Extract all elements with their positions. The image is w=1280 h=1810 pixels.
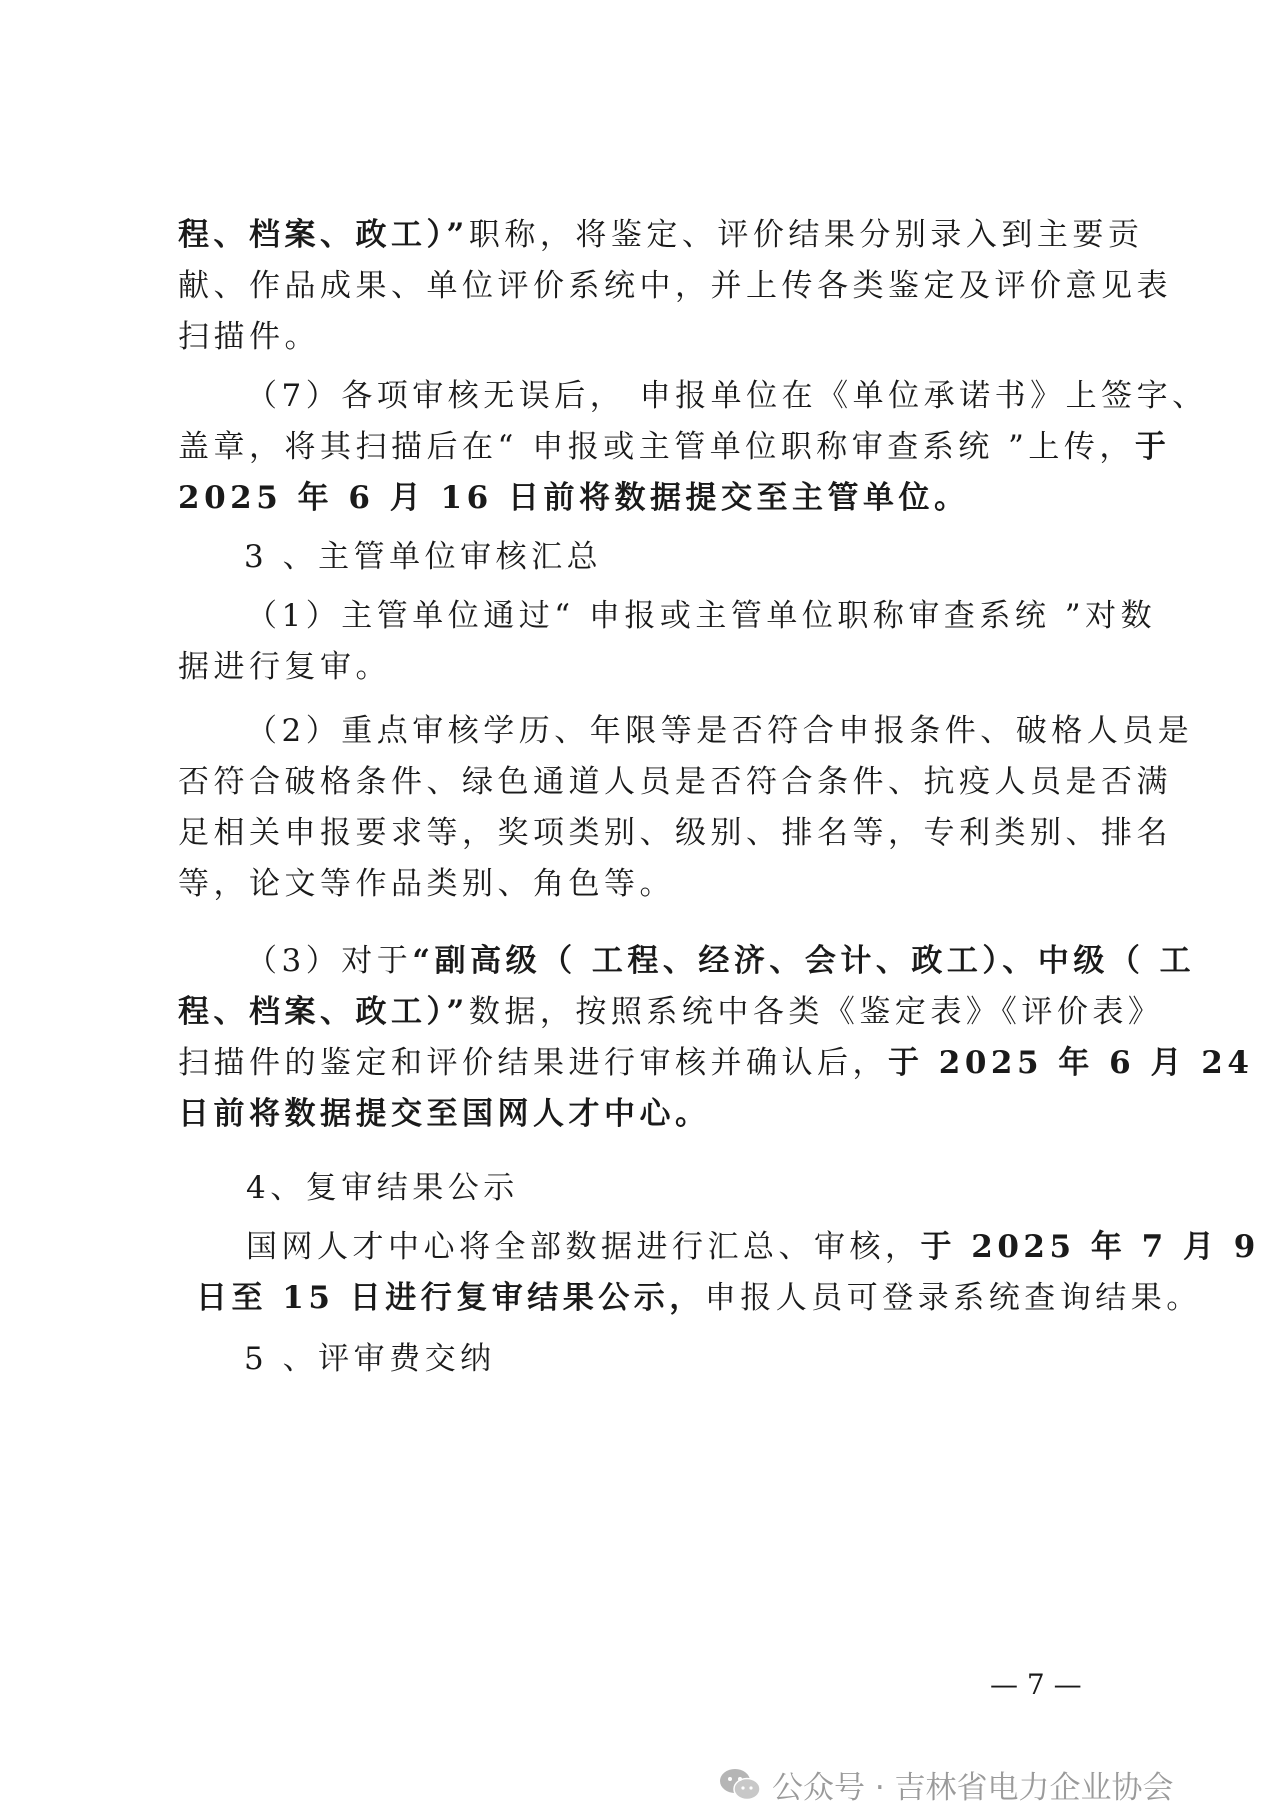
body-text: 职称，将鉴定、评价结果分别录入到主要贡: [468, 217, 1144, 253]
paragraph-line: [246, 938, 1195, 984]
paragraph-line: [178, 989, 1163, 1035]
paragraph-line: [178, 424, 1170, 470]
bold-text: 于 2025 年 6 月 24: [888, 1045, 1254, 1081]
body-text: 扫描件的鉴定和评价结果进行审核并确认后，: [178, 1045, 888, 1081]
bold-text: 程、档案、政工）”: [178, 217, 469, 253]
body-text: 国网人才中心将全部数据进行汇总、审核，: [246, 1229, 921, 1265]
body-text: 申报人员可登录系统查询结果。: [704, 1280, 1202, 1316]
paragraph-line: 日前将数据提交至国网人才中心。: [178, 1096, 711, 1132]
paragraph-line: 献、作品成果、单位评价系统中，并上传各类鉴定及评价意见表: [178, 268, 1172, 304]
section-heading: 3 、主管单位审核汇总: [244, 539, 603, 575]
paragraph-line: 等，论文等作品类别、角色等。: [178, 866, 675, 902]
paragraph-line: 2025 年 6 月 16 日前将数据提交至主管单位。: [178, 480, 970, 516]
body-text: 盖章，将其扫描后在“ 申报或主管单位职称审查系统 ”上传，: [178, 429, 1135, 465]
body-text: （3）对于: [246, 943, 413, 979]
bold-text: 于 2025 年 7 月 9: [920, 1229, 1260, 1265]
paragraph-line: [178, 212, 1143, 258]
bold-text: 日至 15 日进行复审结果公示，: [196, 1280, 705, 1316]
paragraph-line: （2）重点审核学历、年限等是否符合申报条件、破格人员是: [246, 713, 1194, 749]
page-number: — 7 —: [990, 1668, 1082, 1701]
watermark-text: 公众号 · 吉林省电力企业协会: [772, 1770, 1174, 1806]
paragraph-line: 足相关申报要求等，奖项类别、级别、排名等，专利类别、排名: [178, 815, 1172, 851]
paragraph-line: 否符合破格条件、绿色通道人员是否符合条件、抗疫人员是否满: [178, 764, 1172, 800]
paragraph-line: [178, 1040, 1253, 1086]
paragraph-line: （7）各项审核无误后， 申报单位在《单位承诺书》上签字、: [246, 378, 1208, 414]
wechat-icon: [718, 1767, 762, 1803]
section-heading: 5 、评审费交纳: [244, 1341, 496, 1377]
paragraph-line: 扫描件。: [178, 319, 320, 355]
paragraph-line: （1）主管单位通过“ 申报或主管单位职称审查系统 ”对数: [246, 598, 1157, 634]
section-heading: 4、复审结果公示: [246, 1170, 519, 1206]
watermark: [718, 1762, 1174, 1807]
body-text: 数据，按照系统中各类《鉴定表》《评价表》: [468, 994, 1164, 1030]
bold-text: “副高级（ 工程、经济、会计、政工）、中级（ 工: [412, 943, 1196, 979]
paragraph-line: [196, 1275, 1202, 1321]
paragraph-line: [246, 1224, 1260, 1270]
bold-text: 程、档案、政工）”: [178, 994, 469, 1030]
bold-text: 于: [1134, 429, 1171, 465]
paragraph-line: 据进行复审。: [178, 649, 391, 685]
